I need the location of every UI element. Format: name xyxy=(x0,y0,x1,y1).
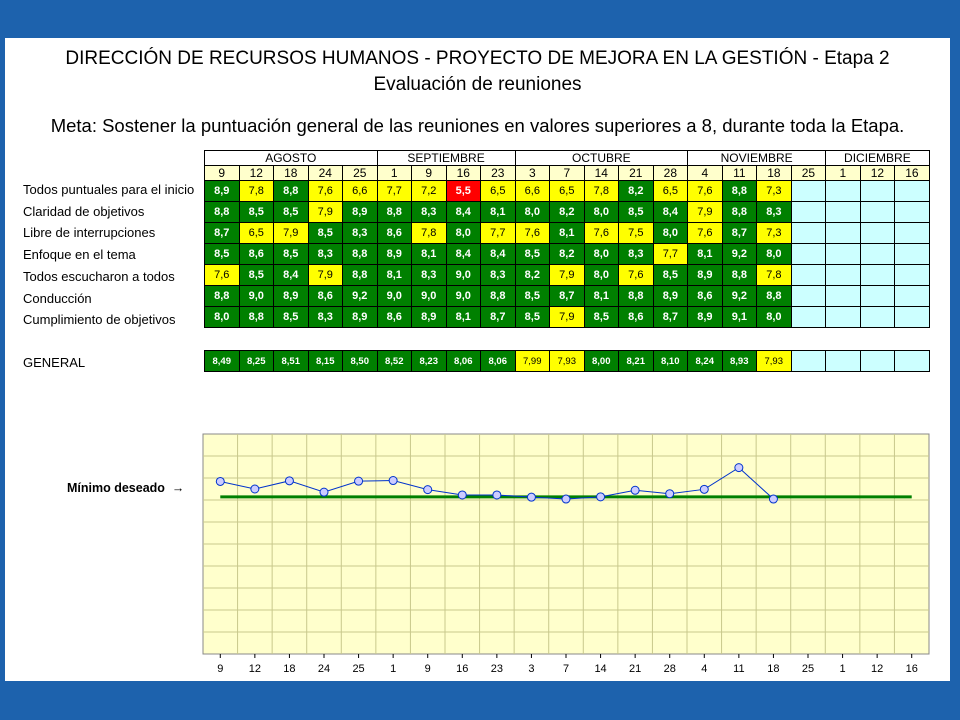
day-header: 25 xyxy=(791,166,826,181)
score-cell: 8,3 xyxy=(308,307,343,328)
x-tick-label: 9 xyxy=(217,663,224,675)
score-cell: 8,0 xyxy=(584,244,619,265)
score-cell: 8,5 xyxy=(515,307,550,328)
general-cell: 8,10 xyxy=(653,351,688,372)
score-cell: 8,6 xyxy=(619,307,654,328)
x-tick-label: 1 xyxy=(390,663,397,675)
score-cell: 6,6 xyxy=(343,181,378,202)
month-header: NOVIEMBRE xyxy=(688,151,826,166)
score-cell: 8,1 xyxy=(550,223,585,244)
x-tick-label: 1 xyxy=(839,663,846,675)
data-point xyxy=(355,477,363,485)
score-cell: 8,5 xyxy=(653,265,688,286)
score-cell: 8,3 xyxy=(757,202,792,223)
score-cell xyxy=(895,286,930,307)
day-header: 25 xyxy=(343,166,378,181)
score-cell: 9,2 xyxy=(722,244,757,265)
general-cell: 8,00 xyxy=(584,351,619,372)
month-header: SEPTIEMBRE xyxy=(377,151,515,166)
score-cell xyxy=(860,223,895,244)
table-row xyxy=(205,181,930,202)
general-line-chart xyxy=(198,432,934,682)
data-point xyxy=(216,477,224,485)
general-cell xyxy=(895,351,930,372)
data-point xyxy=(700,485,708,493)
row-label: Todos escucharon a todos xyxy=(23,268,175,284)
score-cell: 8,0 xyxy=(653,223,688,244)
score-cell: 7,9 xyxy=(308,265,343,286)
score-cell: 8,7 xyxy=(481,307,516,328)
day-header: 23 xyxy=(481,166,516,181)
general-cell: 8,23 xyxy=(412,351,447,372)
day-header-row xyxy=(205,166,930,181)
x-tick-label: 16 xyxy=(905,663,918,675)
score-cell xyxy=(860,307,895,328)
score-cell: 8,7 xyxy=(205,223,240,244)
general-cell: 8,50 xyxy=(343,351,378,372)
x-tick-label: 4 xyxy=(701,663,708,675)
score-cell: 8,0 xyxy=(446,223,481,244)
score-cell: 8,2 xyxy=(619,181,654,202)
score-cell: 7,9 xyxy=(550,265,585,286)
general-cell: 8,52 xyxy=(377,351,412,372)
score-cell: 8,8 xyxy=(757,286,792,307)
score-cell xyxy=(860,202,895,223)
score-cell xyxy=(826,286,861,307)
score-cell xyxy=(791,265,826,286)
score-cell: 7,2 xyxy=(412,181,447,202)
score-cell xyxy=(895,181,930,202)
score-cell: 7,3 xyxy=(757,181,792,202)
score-cell: 8,0 xyxy=(757,244,792,265)
day-header: 18 xyxy=(757,166,792,181)
data-point xyxy=(527,493,535,501)
score-cell xyxy=(895,202,930,223)
score-cell xyxy=(860,244,895,265)
score-cell: 8,9 xyxy=(688,307,723,328)
score-cell xyxy=(791,202,826,223)
score-cell: 8,5 xyxy=(515,244,550,265)
data-point xyxy=(562,495,570,503)
score-cell: 8,9 xyxy=(377,244,412,265)
score-cell: 8,7 xyxy=(653,307,688,328)
data-point xyxy=(769,495,777,503)
score-cell: 8,8 xyxy=(722,181,757,202)
score-cell: 8,9 xyxy=(343,202,378,223)
score-cell: 8,3 xyxy=(619,244,654,265)
general-cell xyxy=(826,351,861,372)
score-cell: 8,4 xyxy=(481,244,516,265)
score-cell xyxy=(860,286,895,307)
score-cell: 8,6 xyxy=(239,244,274,265)
score-cell: 8,4 xyxy=(446,202,481,223)
score-cell xyxy=(860,181,895,202)
score-cell: 8,3 xyxy=(412,202,447,223)
score-cell: 6,5 xyxy=(239,223,274,244)
day-header: 3 xyxy=(515,166,550,181)
score-cell xyxy=(826,307,861,328)
row-label: Conducción xyxy=(23,290,92,306)
score-cell: 8,9 xyxy=(412,307,447,328)
general-cell: 8,51 xyxy=(274,351,309,372)
score-cell xyxy=(895,265,930,286)
score-cell: 9,0 xyxy=(239,286,274,307)
x-tick-label: 12 xyxy=(871,663,884,675)
table-row xyxy=(205,265,930,286)
score-cell xyxy=(791,223,826,244)
score-cell: 8,8 xyxy=(239,307,274,328)
day-header: 14 xyxy=(584,166,619,181)
score-cell: 8,0 xyxy=(515,202,550,223)
score-cell: 8,8 xyxy=(722,202,757,223)
row-label: Todos puntuales para el inicio xyxy=(23,182,195,197)
score-cell: 8,5 xyxy=(308,223,343,244)
score-cell: 7,6 xyxy=(688,223,723,244)
data-point xyxy=(285,477,293,485)
score-cell: 9,0 xyxy=(446,286,481,307)
data-point xyxy=(493,491,501,499)
score-cell: 8,8 xyxy=(343,265,378,286)
page-title: DIRECCIÓN DE RECURSOS HUMANOS - PROYECTO DE MEJORA EN LA GESTIÓN - Etapa 2 xyxy=(65,48,890,69)
data-point xyxy=(251,485,259,493)
general-table xyxy=(204,350,930,372)
general-row xyxy=(205,351,930,372)
day-header: 9 xyxy=(412,166,447,181)
day-header: 21 xyxy=(619,166,654,181)
score-cell: 8,0 xyxy=(205,307,240,328)
row-label: Libre de interrupciones xyxy=(23,225,156,241)
day-header: 16 xyxy=(446,166,481,181)
score-cell: 8,5 xyxy=(239,265,274,286)
score-cell: 8,8 xyxy=(377,202,412,223)
score-cell: 8,8 xyxy=(722,265,757,286)
data-point xyxy=(666,490,674,498)
table-row xyxy=(205,307,930,328)
general-cell: 8,06 xyxy=(446,351,481,372)
general-cell: 8,15 xyxy=(308,351,343,372)
general-cell: 7,93 xyxy=(550,351,585,372)
table-row xyxy=(205,202,930,223)
score-cell: 7,9 xyxy=(550,307,585,328)
score-cell: 8,8 xyxy=(481,286,516,307)
month-header-row xyxy=(205,151,930,166)
score-cell xyxy=(791,286,826,307)
score-cell: 8,0 xyxy=(757,307,792,328)
score-cell xyxy=(791,244,826,265)
day-header: 1 xyxy=(377,166,412,181)
x-tick-label: 9 xyxy=(424,663,431,675)
day-header: 28 xyxy=(653,166,688,181)
score-cell: 7,6 xyxy=(584,223,619,244)
day-header: 4 xyxy=(688,166,723,181)
score-cell: 8,4 xyxy=(446,244,481,265)
day-header: 16 xyxy=(895,166,930,181)
score-cell: 9,0 xyxy=(377,286,412,307)
score-cell: 8,5 xyxy=(205,244,240,265)
day-header: 9 xyxy=(205,166,240,181)
score-cell: 8,8 xyxy=(619,286,654,307)
score-cell: 7,8 xyxy=(239,181,274,202)
score-cell: 7,6 xyxy=(515,223,550,244)
table-row xyxy=(205,223,930,244)
score-cell: 8,5 xyxy=(274,202,309,223)
score-cell xyxy=(791,307,826,328)
score-cell: 7,9 xyxy=(274,223,309,244)
score-cell: 8,4 xyxy=(653,202,688,223)
table-row xyxy=(205,286,930,307)
score-cell: 8,7 xyxy=(722,223,757,244)
score-cell: 8,9 xyxy=(205,181,240,202)
score-cell: 6,6 xyxy=(515,181,550,202)
month-header: OCTUBRE xyxy=(515,151,688,166)
general-cell: 8,21 xyxy=(619,351,654,372)
score-cell: 8,1 xyxy=(584,286,619,307)
score-cell: 9,2 xyxy=(722,286,757,307)
threshold-label xyxy=(67,481,184,495)
score-cell: 8,0 xyxy=(584,202,619,223)
score-cell: 8,3 xyxy=(343,223,378,244)
general-cell: 8,93 xyxy=(722,351,757,372)
score-cell: 8,3 xyxy=(308,244,343,265)
general-cell: 8,06 xyxy=(481,351,516,372)
score-cell: 8,6 xyxy=(377,307,412,328)
score-cell: 8,8 xyxy=(205,202,240,223)
x-tick-label: 12 xyxy=(248,663,261,675)
score-cell: 7,6 xyxy=(619,265,654,286)
score-cell: 7,9 xyxy=(688,202,723,223)
score-cell: 6,5 xyxy=(550,181,585,202)
day-header: 12 xyxy=(239,166,274,181)
row-label: Cumplimiento de objetivos xyxy=(23,312,176,328)
score-cell: 8,7 xyxy=(550,286,585,307)
score-cell: 8,1 xyxy=(446,307,481,328)
score-cell: 5,5 xyxy=(446,181,481,202)
data-point xyxy=(631,486,639,494)
score-cell xyxy=(826,181,861,202)
table-row xyxy=(205,244,930,265)
score-cell: 7,8 xyxy=(584,181,619,202)
score-cell: 8,8 xyxy=(343,244,378,265)
score-cell: 7,7 xyxy=(377,181,412,202)
score-cell: 8,1 xyxy=(481,202,516,223)
score-cell: 8,2 xyxy=(550,202,585,223)
score-cell: 8,5 xyxy=(274,307,309,328)
score-cell: 7,7 xyxy=(481,223,516,244)
score-cell: 9,0 xyxy=(446,265,481,286)
score-cell: 8,4 xyxy=(274,265,309,286)
day-header: 18 xyxy=(274,166,309,181)
score-cell: 9,1 xyxy=(722,307,757,328)
score-cell: 6,5 xyxy=(481,181,516,202)
general-cell: 8,24 xyxy=(688,351,723,372)
score-cell: 8,3 xyxy=(412,265,447,286)
score-cell: 9,0 xyxy=(412,286,447,307)
score-cell: 8,9 xyxy=(343,307,378,328)
x-tick-label: 11 xyxy=(733,663,745,675)
score-cell xyxy=(895,307,930,328)
general-cell: 8,49 xyxy=(205,351,240,372)
general-cell: 7,93 xyxy=(757,351,792,372)
x-tick-label: 16 xyxy=(456,663,469,675)
score-cell: 8,5 xyxy=(619,202,654,223)
score-cell: 7,3 xyxy=(757,223,792,244)
x-tick-label: 21 xyxy=(629,663,642,675)
x-tick-label: 18 xyxy=(767,663,780,675)
score-cell: 8,8 xyxy=(274,181,309,202)
x-tick-label: 3 xyxy=(528,663,535,675)
score-cell: 7,6 xyxy=(205,265,240,286)
general-cell: 7,99 xyxy=(515,351,550,372)
score-cell xyxy=(826,265,861,286)
score-cell xyxy=(826,223,861,244)
x-tick-label: 24 xyxy=(317,663,331,675)
row-label: Claridad de objetivos xyxy=(23,203,145,219)
score-cell: 6,5 xyxy=(653,181,688,202)
score-cell: 7,6 xyxy=(688,181,723,202)
data-point xyxy=(320,488,328,496)
day-header: 11 xyxy=(722,166,757,181)
x-tick-label: 7 xyxy=(562,663,570,675)
score-cell: 8,9 xyxy=(274,286,309,307)
scores-table xyxy=(204,150,930,328)
general-cell xyxy=(791,351,826,372)
score-cell: 7,8 xyxy=(412,223,447,244)
score-cell: 8,9 xyxy=(688,265,723,286)
score-cell: 8,3 xyxy=(481,265,516,286)
page-subtitle: Evaluación de reuniones xyxy=(373,74,582,95)
score-cell: 8,6 xyxy=(377,223,412,244)
x-tick-label: 23 xyxy=(490,663,503,675)
score-cell: 8,1 xyxy=(688,244,723,265)
score-cell: 8,2 xyxy=(550,244,585,265)
score-cell: 8,9 xyxy=(653,286,688,307)
score-cell xyxy=(895,244,930,265)
x-tick-label: 18 xyxy=(283,663,296,675)
row-label: Enfoque en el tema xyxy=(23,247,136,263)
score-cell: 8,2 xyxy=(515,265,550,286)
score-cell xyxy=(895,223,930,244)
score-cell xyxy=(826,202,861,223)
score-cell: 8,8 xyxy=(205,286,240,307)
data-point xyxy=(735,464,743,472)
slide xyxy=(5,38,950,681)
score-cell: 8,1 xyxy=(412,244,447,265)
score-cell: 9,2 xyxy=(343,286,378,307)
score-cell: 7,8 xyxy=(757,265,792,286)
day-header: 1 xyxy=(826,166,861,181)
day-header: 7 xyxy=(550,166,585,181)
data-point xyxy=(458,491,466,499)
score-cell: 8,6 xyxy=(688,286,723,307)
month-header: DICIEMBRE xyxy=(826,151,930,166)
score-cell: 8,5 xyxy=(584,307,619,328)
general-cell xyxy=(860,351,895,372)
score-cell xyxy=(791,181,826,202)
score-cell: 8,6 xyxy=(308,286,343,307)
x-tick-label: 28 xyxy=(663,663,676,675)
score-cell: 7,5 xyxy=(619,223,654,244)
arrow-right-icon: → xyxy=(168,481,185,495)
score-cell: 7,9 xyxy=(308,202,343,223)
x-tick-label: 25 xyxy=(801,663,815,675)
data-point xyxy=(424,486,432,494)
score-cell xyxy=(826,244,861,265)
score-cell xyxy=(860,265,895,286)
month-header: AGOSTO xyxy=(205,151,378,166)
threshold-label-text: Mínimo deseado xyxy=(67,481,165,495)
x-tick-label: 25 xyxy=(352,663,365,675)
data-point xyxy=(597,493,605,501)
general-cell: 8,25 xyxy=(239,351,274,372)
day-header: 12 xyxy=(860,166,895,181)
score-cell: 8,1 xyxy=(377,265,412,286)
day-header: 24 xyxy=(308,166,343,181)
score-cell: 8,5 xyxy=(515,286,550,307)
score-cell: 8,5 xyxy=(239,202,274,223)
score-cell: 7,6 xyxy=(308,181,343,202)
score-cell: 8,5 xyxy=(274,244,309,265)
score-cell: 8,0 xyxy=(584,265,619,286)
general-label: GENERAL xyxy=(23,355,86,370)
x-tick-label: 14 xyxy=(594,663,607,675)
data-point xyxy=(389,477,397,485)
score-cell: 7,7 xyxy=(653,244,688,265)
goal-statement: Meta: Sostener la puntuación general de las reuniones en valores superiores a 8, durante toda la Etapa. xyxy=(50,115,905,136)
